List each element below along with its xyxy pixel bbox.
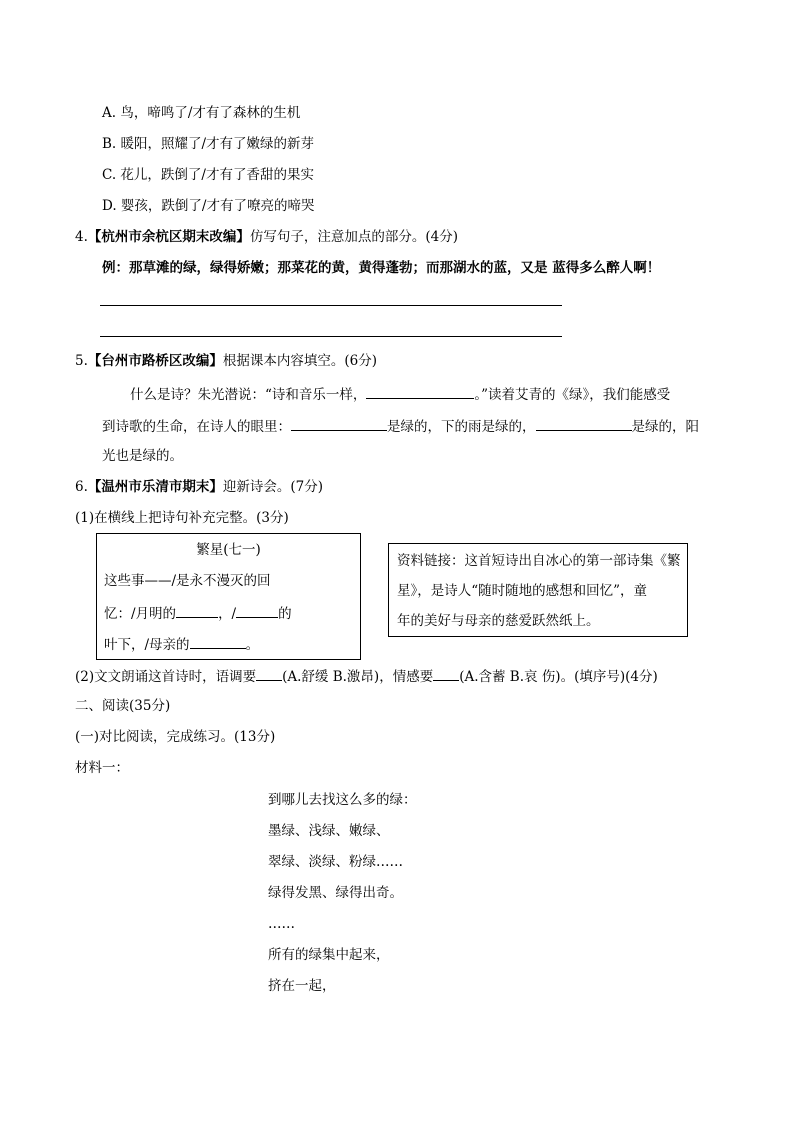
q3-option-d: D. 婴孩，跌倒了/才有了嘹亮的啼哭 — [102, 198, 315, 214]
poem-text: ，/ — [218, 606, 237, 622]
question-number: 6. — [75, 479, 88, 495]
poem-line-3 — [104, 634, 259, 654]
poem-verse: 翠绿、淡绿、粉绿…… — [268, 854, 403, 870]
q3-option-a: A. 鸟，啼鸣了/才有了森林的生机 — [102, 105, 301, 121]
q5-text: 到诗歌的生命，在诗人的眼里： — [102, 419, 291, 435]
poem-verse: 到哪儿去找这么多的绿： — [268, 792, 417, 808]
question-number: 5. — [75, 353, 88, 369]
blank[interactable] — [536, 416, 632, 431]
blank[interactable] — [190, 634, 246, 649]
question-6-header — [75, 478, 323, 496]
info-line-3: 年的美好与母亲的慈爱跃然纸上。 — [397, 613, 600, 629]
q5-paragraph-line-1 — [130, 384, 670, 404]
part-heading: (一)对比阅读，完成练习。(13分) — [75, 729, 276, 745]
question-source: 【台州市路桥区改编】 — [87, 353, 223, 369]
blank[interactable] — [291, 416, 387, 431]
q5-paragraph-line-3: 光也是绿的。 — [102, 448, 183, 464]
question-prompt: 仿写句子，注意加点的部分。(4分) — [249, 229, 459, 245]
poem-text: 的 — [278, 606, 292, 622]
question-prompt: 根据课本内容填空。(6分) — [222, 353, 378, 369]
q5-text: 什么是诗？朱光潜说：“诗和音乐一样， — [130, 387, 367, 403]
poem-verse: 挤在一起， — [268, 978, 336, 994]
poem-verse: 绿得发黑、绿得出奇。 — [268, 885, 403, 901]
info-line-2: 星》，是诗人“随时随地的感想和回忆”，童 — [397, 583, 648, 599]
blank[interactable] — [236, 603, 278, 618]
info-box — [388, 543, 688, 637]
poem-verse: …… — [268, 916, 295, 932]
q6-text: (2)文文朗诵这首诗时，语调要 — [75, 669, 257, 685]
q6-text: (A.舒缓 B.激昂)，情感要 — [282, 669, 434, 685]
q5-text: 。”读着艾青的《绿》，我们能感受 — [474, 387, 671, 403]
poem-text: 。 — [245, 637, 260, 653]
question-4-header — [75, 228, 458, 246]
poem-verse: 墨绿、浅绿、嫩绿、 — [268, 823, 390, 839]
q3-option-c: C. 花儿，跌倒了/才有了香甜的果实 — [102, 167, 314, 183]
question-prompt: 迎新诗会。(7分) — [222, 479, 324, 495]
poem-line-1: 这些事——/是永不漫灭的回 — [104, 573, 271, 589]
poem-title: 繁星(七一) — [196, 542, 261, 558]
poem-line-2 — [104, 603, 292, 623]
q3-option-b: B. 暖阳，照耀了/才有了嫩绿的新芽 — [102, 136, 315, 152]
blank[interactable] — [433, 666, 459, 681]
blank[interactable] — [176, 603, 218, 618]
answer-line — [100, 336, 562, 337]
poem-text: 忆：/月明的 — [104, 606, 177, 622]
answer-line — [100, 305, 562, 306]
poem-verse: 所有的绿集中起来， — [268, 947, 390, 963]
poem-text: 叶下，/母亲的 — [104, 637, 190, 653]
q6-sub1: (1)在横线上把诗句补充完整。(3分) — [75, 510, 289, 526]
info-line-1: 资料链接：这首短诗出自冰心的第一部诗集《繁 — [397, 553, 681, 569]
section-heading: 二、阅读(35分) — [75, 698, 171, 714]
q6-sub2 — [75, 666, 658, 686]
blank[interactable] — [366, 384, 474, 399]
poem-box — [96, 533, 361, 660]
material-label: 材料一： — [75, 760, 129, 776]
question-source: 【杭州市余杭区期末改编】 — [87, 229, 250, 245]
q5-text: 是绿的，下的雨是绿的， — [387, 419, 536, 435]
question-source: 【温州市乐清市期末】 — [87, 479, 223, 495]
q4-example: 例：那草滩的绿，绿得娇嫩；那菜花的黄，黄得蓬勃；而那湖水的蓝，又是 蓝得多么醉人啊！ — [102, 260, 661, 276]
question-5-header — [75, 352, 377, 370]
q5-paragraph-line-2 — [102, 416, 699, 436]
q5-text: 是绿的，阳 — [631, 419, 699, 435]
question-number: 4. — [75, 229, 88, 245]
q6-text: (A.含蓄 B.哀 伤)。(填序号)(4分) — [459, 669, 658, 685]
blank[interactable] — [256, 666, 282, 681]
